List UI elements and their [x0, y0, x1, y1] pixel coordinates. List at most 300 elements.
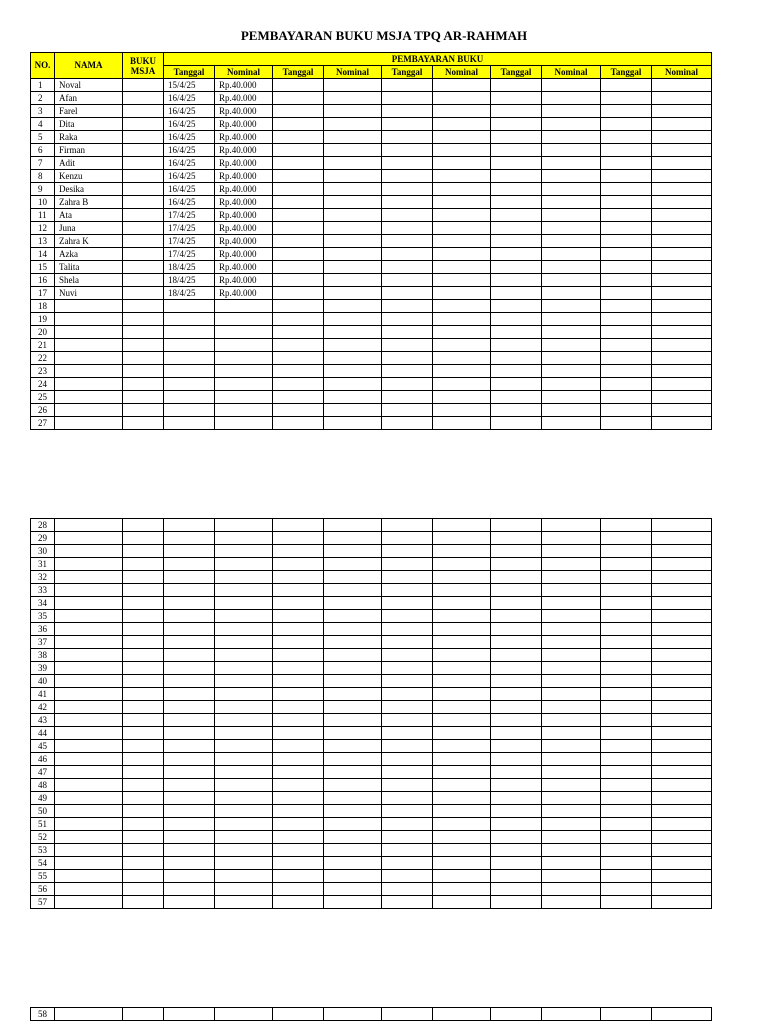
nominal-cell — [652, 870, 712, 883]
tanggal-cell — [491, 196, 542, 209]
table-body-page-1 — [31, 79, 712, 430]
tanggal-cell — [164, 378, 215, 391]
tanggal-cell — [273, 339, 324, 352]
nominal-cell — [324, 675, 382, 688]
table-row — [31, 883, 712, 896]
buku-msja-cell — [123, 300, 164, 313]
nominal-cell — [324, 818, 382, 831]
buku-msja-cell — [123, 339, 164, 352]
nominal-cell — [324, 261, 382, 274]
buku-msja-cell — [123, 261, 164, 274]
nominal-cell — [433, 118, 491, 131]
nominal-cell: Rp.40.000 — [215, 105, 273, 118]
tanggal-cell — [273, 740, 324, 753]
nominal-cell — [542, 831, 601, 844]
nominal-cell — [433, 558, 491, 571]
nominal-cell — [324, 144, 382, 157]
buku-msja-cell — [123, 365, 164, 378]
tanggal-cell — [382, 545, 433, 558]
tanggal-cell — [491, 870, 542, 883]
no-cell: 44 — [31, 727, 55, 740]
nominal-cell — [542, 144, 601, 157]
nominal-cell — [215, 727, 273, 740]
nama-cell — [55, 740, 123, 753]
tanggal-cell — [382, 417, 433, 430]
nominal-cell — [433, 662, 491, 675]
nama-cell — [55, 352, 123, 365]
tanggal-cell — [273, 818, 324, 831]
nominal-cell: Rp.40.000 — [215, 261, 273, 274]
buku-msja-cell — [123, 805, 164, 818]
buku-msja-cell — [123, 675, 164, 688]
tanggal-cell — [382, 597, 433, 610]
no-cell: 29 — [31, 532, 55, 545]
table-row — [31, 714, 712, 727]
header-no: NO. — [31, 53, 55, 79]
tanggal-cell — [273, 870, 324, 883]
header-tanggal: Tanggal — [273, 66, 324, 79]
nama-cell — [55, 701, 123, 714]
no-cell: 52 — [31, 831, 55, 844]
nominal-cell — [215, 404, 273, 417]
tanggal-cell — [601, 183, 652, 196]
tanggal-cell — [491, 688, 542, 701]
tanggal-cell — [601, 261, 652, 274]
tanggal-cell — [491, 157, 542, 170]
buku-msja-cell — [123, 792, 164, 805]
tanggal-cell — [491, 766, 542, 779]
buku-msja-cell — [123, 170, 164, 183]
nama-cell — [55, 818, 123, 831]
nominal-cell — [433, 313, 491, 326]
nama-cell — [55, 623, 123, 636]
buku-msja-cell — [123, 753, 164, 766]
no-cell: 48 — [31, 779, 55, 792]
buku-msja-cell — [123, 571, 164, 584]
tanggal-cell — [601, 649, 652, 662]
page-title: PEMBAYARAN BUKU MSJA TPQ AR-RAHMAH — [240, 28, 528, 43]
nominal-cell — [652, 779, 712, 792]
no-cell: 42 — [31, 701, 55, 714]
nominal-cell — [215, 545, 273, 558]
nominal-cell — [542, 558, 601, 571]
table-body-page-3 — [31, 1008, 712, 1021]
nominal-cell — [542, 92, 601, 105]
nama-cell — [55, 545, 123, 558]
tanggal-cell — [164, 805, 215, 818]
header-nominal: Nominal — [433, 66, 491, 79]
tanggal-cell — [601, 896, 652, 909]
tanggal-cell — [601, 740, 652, 753]
nominal-cell — [652, 805, 712, 818]
nominal-cell — [215, 805, 273, 818]
nominal-cell — [652, 326, 712, 339]
table-row — [31, 157, 712, 170]
tanggal-cell — [491, 701, 542, 714]
no-cell: 15 — [31, 261, 55, 274]
nominal-cell — [215, 636, 273, 649]
nominal-cell — [652, 831, 712, 844]
table-row — [31, 196, 712, 209]
tanggal-cell — [273, 597, 324, 610]
tanggal-cell — [601, 519, 652, 532]
table-row — [31, 623, 712, 636]
tanggal-cell — [382, 326, 433, 339]
tanggal-cell — [382, 753, 433, 766]
nama-cell — [55, 883, 123, 896]
tanggal-cell — [601, 610, 652, 623]
nominal-cell — [324, 105, 382, 118]
tanggal-cell — [491, 365, 542, 378]
nominal-cell — [652, 623, 712, 636]
tanggal-cell — [382, 378, 433, 391]
table-row — [31, 365, 712, 378]
header-tanggal: Tanggal — [382, 66, 433, 79]
payment-table-page-1 — [30, 52, 712, 430]
table-row — [31, 766, 712, 779]
nominal-cell — [324, 623, 382, 636]
tanggal-cell — [273, 675, 324, 688]
nominal-cell — [652, 740, 712, 753]
nominal-cell — [433, 157, 491, 170]
no-cell: 23 — [31, 365, 55, 378]
tanggal-cell — [491, 740, 542, 753]
tanggal-cell — [491, 896, 542, 909]
nominal-cell — [542, 623, 601, 636]
no-cell: 30 — [31, 545, 55, 558]
table-row — [31, 209, 712, 222]
tanggal-cell — [491, 339, 542, 352]
nominal-cell — [542, 610, 601, 623]
tanggal-cell — [491, 404, 542, 417]
tanggal-cell — [382, 727, 433, 740]
buku-msja-cell — [123, 532, 164, 545]
table-row — [31, 79, 712, 92]
nama-cell — [55, 365, 123, 378]
table-row — [31, 805, 712, 818]
nominal-cell: Rp.40.000 — [215, 222, 273, 235]
tanggal-cell: 16/4/25 — [164, 118, 215, 131]
table-row — [31, 391, 712, 404]
nominal-cell — [215, 571, 273, 584]
nominal-cell — [652, 391, 712, 404]
tanggal-cell — [382, 209, 433, 222]
tanggal-cell — [273, 714, 324, 727]
nominal-cell — [652, 365, 712, 378]
table-row — [31, 532, 712, 545]
tanggal-cell — [382, 313, 433, 326]
tanggal-cell — [164, 727, 215, 740]
tanggal-cell — [273, 222, 324, 235]
tanggal-cell — [273, 779, 324, 792]
nominal-cell — [324, 365, 382, 378]
tanggal-cell — [491, 300, 542, 313]
tanggal-cell — [601, 571, 652, 584]
nominal-cell — [433, 896, 491, 909]
tanggal-cell — [491, 274, 542, 287]
tanggal-cell — [273, 313, 324, 326]
nominal-cell — [324, 92, 382, 105]
tanggal-cell — [491, 261, 542, 274]
tanggal-cell — [273, 571, 324, 584]
nominal-cell: Rp.40.000 — [215, 196, 273, 209]
tanggal-cell — [382, 391, 433, 404]
tanggal-cell: 16/4/25 — [164, 183, 215, 196]
tanggal-cell — [164, 740, 215, 753]
nominal-cell — [542, 209, 601, 222]
nominal-cell — [433, 753, 491, 766]
table-row — [31, 326, 712, 339]
nominal-cell — [542, 740, 601, 753]
nominal-cell — [324, 805, 382, 818]
nominal-cell — [433, 519, 491, 532]
nama-cell — [55, 636, 123, 649]
nominal-cell — [215, 378, 273, 391]
tanggal-cell — [273, 235, 324, 248]
nominal-cell — [652, 766, 712, 779]
nominal-cell — [652, 844, 712, 857]
tanggal-cell — [491, 209, 542, 222]
nominal-cell — [324, 157, 382, 170]
tanggal-cell — [601, 313, 652, 326]
nominal-cell — [652, 701, 712, 714]
nominal-cell — [542, 818, 601, 831]
tanggal-cell — [382, 404, 433, 417]
nominal-cell — [542, 378, 601, 391]
tanggal-cell — [273, 326, 324, 339]
nominal-cell — [433, 792, 491, 805]
tanggal-cell — [273, 352, 324, 365]
nama-cell: Kenzu — [55, 170, 123, 183]
nominal-cell — [324, 235, 382, 248]
tanggal-cell — [273, 623, 324, 636]
tanggal-cell — [491, 779, 542, 792]
tanggal-cell — [601, 636, 652, 649]
tanggal-cell — [601, 779, 652, 792]
tanggal-cell — [382, 118, 433, 131]
nominal-cell — [652, 222, 712, 235]
nominal-cell: Rp.40.000 — [215, 183, 273, 196]
nominal-cell — [652, 417, 712, 430]
table-row — [31, 300, 712, 313]
nominal-cell — [324, 688, 382, 701]
no-cell: 34 — [31, 597, 55, 610]
nominal-cell — [542, 352, 601, 365]
tanggal-cell — [273, 753, 324, 766]
nominal-cell — [324, 714, 382, 727]
no-cell: 51 — [31, 818, 55, 831]
nama-cell — [55, 326, 123, 339]
tanggal-cell: 18/4/25 — [164, 287, 215, 300]
tanggal-cell — [382, 818, 433, 831]
nominal-cell — [215, 300, 273, 313]
buku-msja-cell — [123, 352, 164, 365]
nominal-cell — [324, 870, 382, 883]
table-row — [31, 857, 712, 870]
tanggal-cell — [273, 261, 324, 274]
tanggal-cell — [382, 235, 433, 248]
nama-cell — [55, 766, 123, 779]
payment-table-page-2 — [30, 518, 712, 909]
table-row — [31, 248, 712, 261]
nominal-cell — [433, 365, 491, 378]
tanggal-cell: 15/4/25 — [164, 79, 215, 92]
tanggal-cell — [491, 831, 542, 844]
nominal-cell — [324, 417, 382, 430]
no-cell: 56 — [31, 883, 55, 896]
nominal-cell: Rp.40.000 — [215, 157, 273, 170]
nominal-cell — [542, 287, 601, 300]
buku-msja-cell — [123, 831, 164, 844]
no-cell: 43 — [31, 714, 55, 727]
tanggal-cell — [164, 662, 215, 675]
tanggal-cell — [164, 417, 215, 430]
tanggal-cell — [382, 196, 433, 209]
nominal-cell — [433, 649, 491, 662]
nominal-cell — [433, 79, 491, 92]
nominal-cell — [324, 571, 382, 584]
tanggal-cell — [273, 391, 324, 404]
tanggal-cell — [382, 274, 433, 287]
buku-msja-cell — [123, 209, 164, 222]
nominal-cell: Rp.40.000 — [215, 92, 273, 105]
no-cell: 16 — [31, 274, 55, 287]
tanggal-cell: 16/4/25 — [164, 92, 215, 105]
nominal-cell — [652, 714, 712, 727]
tanggal-cell — [382, 79, 433, 92]
buku-msja-cell — [123, 519, 164, 532]
tanggal-cell — [164, 844, 215, 857]
no-cell: 37 — [31, 636, 55, 649]
nominal-cell — [324, 313, 382, 326]
no-cell: 40 — [31, 675, 55, 688]
tanggal-cell — [273, 727, 324, 740]
tanggal-cell — [491, 105, 542, 118]
tanggal-cell — [491, 636, 542, 649]
nominal-cell — [215, 662, 273, 675]
nama-cell — [55, 610, 123, 623]
tanggal-cell — [601, 235, 652, 248]
nominal-cell — [652, 196, 712, 209]
nominal-cell — [324, 1008, 382, 1021]
tanggal-cell — [601, 844, 652, 857]
nama-cell — [55, 688, 123, 701]
nominal-cell — [324, 532, 382, 545]
buku-msja-cell — [123, 79, 164, 92]
nominal-cell — [652, 545, 712, 558]
no-cell: 10 — [31, 196, 55, 209]
no-cell: 8 — [31, 170, 55, 183]
nominal-cell — [433, 532, 491, 545]
nominal-cell — [433, 831, 491, 844]
tanggal-cell — [273, 170, 324, 183]
tanggal-cell — [273, 79, 324, 92]
tanggal-cell — [491, 662, 542, 675]
tanggal-cell — [601, 584, 652, 597]
tanggal-cell — [382, 300, 433, 313]
buku-msja-cell — [123, 844, 164, 857]
nominal-cell — [652, 558, 712, 571]
nominal-cell — [542, 1008, 601, 1021]
table-row — [31, 844, 712, 857]
nominal-cell: Rp.40.000 — [215, 144, 273, 157]
tanggal-cell — [273, 300, 324, 313]
table-row — [31, 727, 712, 740]
tanggal-cell: 17/4/25 — [164, 209, 215, 222]
nominal-cell — [542, 300, 601, 313]
nama-cell: Farel — [55, 105, 123, 118]
nama-cell — [55, 313, 123, 326]
tanggal-cell — [273, 558, 324, 571]
nominal-cell — [215, 584, 273, 597]
tanggal-cell — [273, 131, 324, 144]
nominal-cell — [324, 352, 382, 365]
nominal-cell — [433, 623, 491, 636]
nama-cell — [55, 571, 123, 584]
nama-cell: Zahra K — [55, 235, 123, 248]
tanggal-cell — [601, 727, 652, 740]
tanggal-cell — [382, 805, 433, 818]
tanggal-cell — [273, 610, 324, 623]
nominal-cell — [542, 688, 601, 701]
nominal-cell — [652, 857, 712, 870]
nominal-cell — [433, 1008, 491, 1021]
tanggal-cell — [382, 131, 433, 144]
nominal-cell — [652, 144, 712, 157]
tanggal-cell — [382, 610, 433, 623]
no-cell: 49 — [31, 792, 55, 805]
buku-msja-cell — [123, 131, 164, 144]
no-cell: 1 — [31, 79, 55, 92]
table-row — [31, 831, 712, 844]
tanggal-cell — [382, 1008, 433, 1021]
table-row — [31, 675, 712, 688]
no-cell: 47 — [31, 766, 55, 779]
nominal-cell — [652, 131, 712, 144]
tanggal-cell — [273, 404, 324, 417]
nama-cell — [55, 1008, 123, 1021]
nama-cell: Juna — [55, 222, 123, 235]
buku-msja-cell — [123, 391, 164, 404]
nominal-cell — [542, 274, 601, 287]
nominal-cell — [324, 300, 382, 313]
tanggal-cell — [382, 779, 433, 792]
table-row — [31, 818, 712, 831]
no-cell: 35 — [31, 610, 55, 623]
nominal-cell — [652, 792, 712, 805]
nama-cell: Dita — [55, 118, 123, 131]
nominal-cell — [215, 558, 273, 571]
nominal-cell — [433, 261, 491, 274]
nominal-cell — [324, 183, 382, 196]
nominal-cell — [542, 597, 601, 610]
no-cell: 55 — [31, 870, 55, 883]
tanggal-cell — [491, 1008, 542, 1021]
no-cell: 17 — [31, 287, 55, 300]
nominal-cell — [542, 391, 601, 404]
tanggal-cell — [273, 287, 324, 300]
table-row — [31, 404, 712, 417]
nominal-cell — [433, 92, 491, 105]
tanggal-cell — [601, 417, 652, 430]
tanggal-cell — [491, 805, 542, 818]
nominal-cell — [542, 417, 601, 430]
nama-cell — [55, 558, 123, 571]
tanggal-cell — [601, 662, 652, 675]
tanggal-cell — [273, 248, 324, 261]
nominal-cell — [433, 740, 491, 753]
nominal-cell — [542, 248, 601, 261]
